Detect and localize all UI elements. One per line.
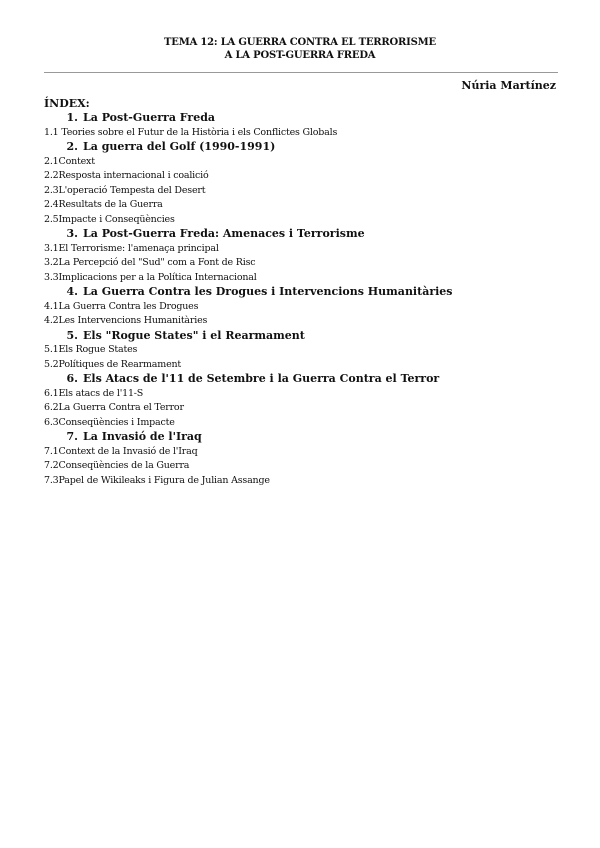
toc-section-title: La Post-Guerra Freda: Amenaces i Terrorisme	[83, 227, 365, 240]
toc-section-number: 3.	[66, 227, 78, 240]
toc-section-title: La Invasió de l'Iraq	[83, 430, 202, 443]
toc-section-title: La guerra del Golf (1990-1991)	[83, 140, 276, 153]
toc-subsection-item: 3.1El Terrorisme: l'amenaça principal	[44, 242, 219, 254]
toc-subsection-item: 3.2La Percepció del "Sud" com a Font de Risc	[44, 257, 256, 268]
title-line-2: A LA POST-GUERRA FREDA	[224, 50, 376, 61]
document-title	[0, 36, 600, 62]
toc-subsection-item: 2.4Resultats de la Guerra	[44, 199, 163, 210]
toc-subsection-item: 2.1Context	[44, 155, 95, 167]
toc-section-title: La Post-Guerra Freda	[83, 111, 216, 124]
toc-section-number: 2.	[66, 140, 78, 153]
toc-section-title: Els "Rogue States" i el Rearmament	[83, 328, 305, 342]
toc-subsection-item: 2.5Impacte i Conseqüències	[44, 213, 175, 225]
toc-subsection-item: 5.2Polítiques de Rearmament	[44, 358, 182, 370]
toc-subsection-item: 7.3Papel de Wikileaks i Figura de Julian Assange	[44, 474, 270, 486]
toc-section-heading	[44, 430, 574, 445]
toc-subsection-item: 6.2La Guerra Contra el Terror	[44, 402, 184, 413]
toc-section-number: 5.	[66, 328, 78, 342]
title-divider	[44, 72, 558, 73]
toc-section-title: La Guerra Contra les Drogues i Intervencions Humanitàries	[83, 285, 453, 298]
table-of-contents	[44, 111, 574, 488]
toc-section-number: 6.	[66, 372, 78, 385]
toc-subsection-item: 4.1La Guerra Contra les Drogues	[44, 300, 199, 312]
toc-subsection-item: 1.1 Teories sobre el Futur de la Història i els Conflictes Globals	[44, 126, 338, 138]
toc-section-heading	[44, 227, 574, 242]
toc-subsection-item: 4.2Les Intervencions Humanitàries	[44, 315, 208, 326]
toc-subsection-item: 2.2Resposta internacional i coalició	[44, 170, 209, 181]
toc-section-title: Els Atacs de l'11 de Setembre i la Guerra Contra el Terror	[83, 372, 440, 385]
title-line-1: TEMA 12: LA GUERRA CONTRA EL TERRORISME	[164, 37, 436, 48]
toc-subsection-item: 6.3Conseqüències i Impacte	[44, 416, 175, 428]
toc-subsection-item: 5.1Els Rogue States	[44, 344, 138, 355]
toc-section-heading	[44, 285, 574, 300]
toc-section-heading	[44, 329, 574, 344]
toc-subsection-item: 3.3Implicacions per a la Política Internacional	[44, 271, 257, 283]
author-name: Núria Martínez	[461, 79, 556, 92]
toc-subsection-item: 7.2Conseqüències de la Guerra	[44, 460, 190, 471]
index-heading: ÍNDEX:	[44, 97, 90, 110]
toc-subsection-item: 2.3L'operació Tempesta del Desert	[44, 184, 206, 196]
toc-section-number: 4.	[66, 285, 78, 298]
toc-section-number: 1.	[66, 111, 78, 124]
toc-subsection-item: 6.1Els atacs de l'11-S	[44, 387, 144, 399]
toc-section-number: 7.	[66, 430, 78, 443]
toc-section-heading	[44, 372, 574, 387]
toc-section-heading	[44, 111, 574, 126]
toc-subsection-item: 7.1Context de la Invasió de l'Iraq	[44, 445, 198, 457]
toc-section-heading	[44, 140, 574, 155]
